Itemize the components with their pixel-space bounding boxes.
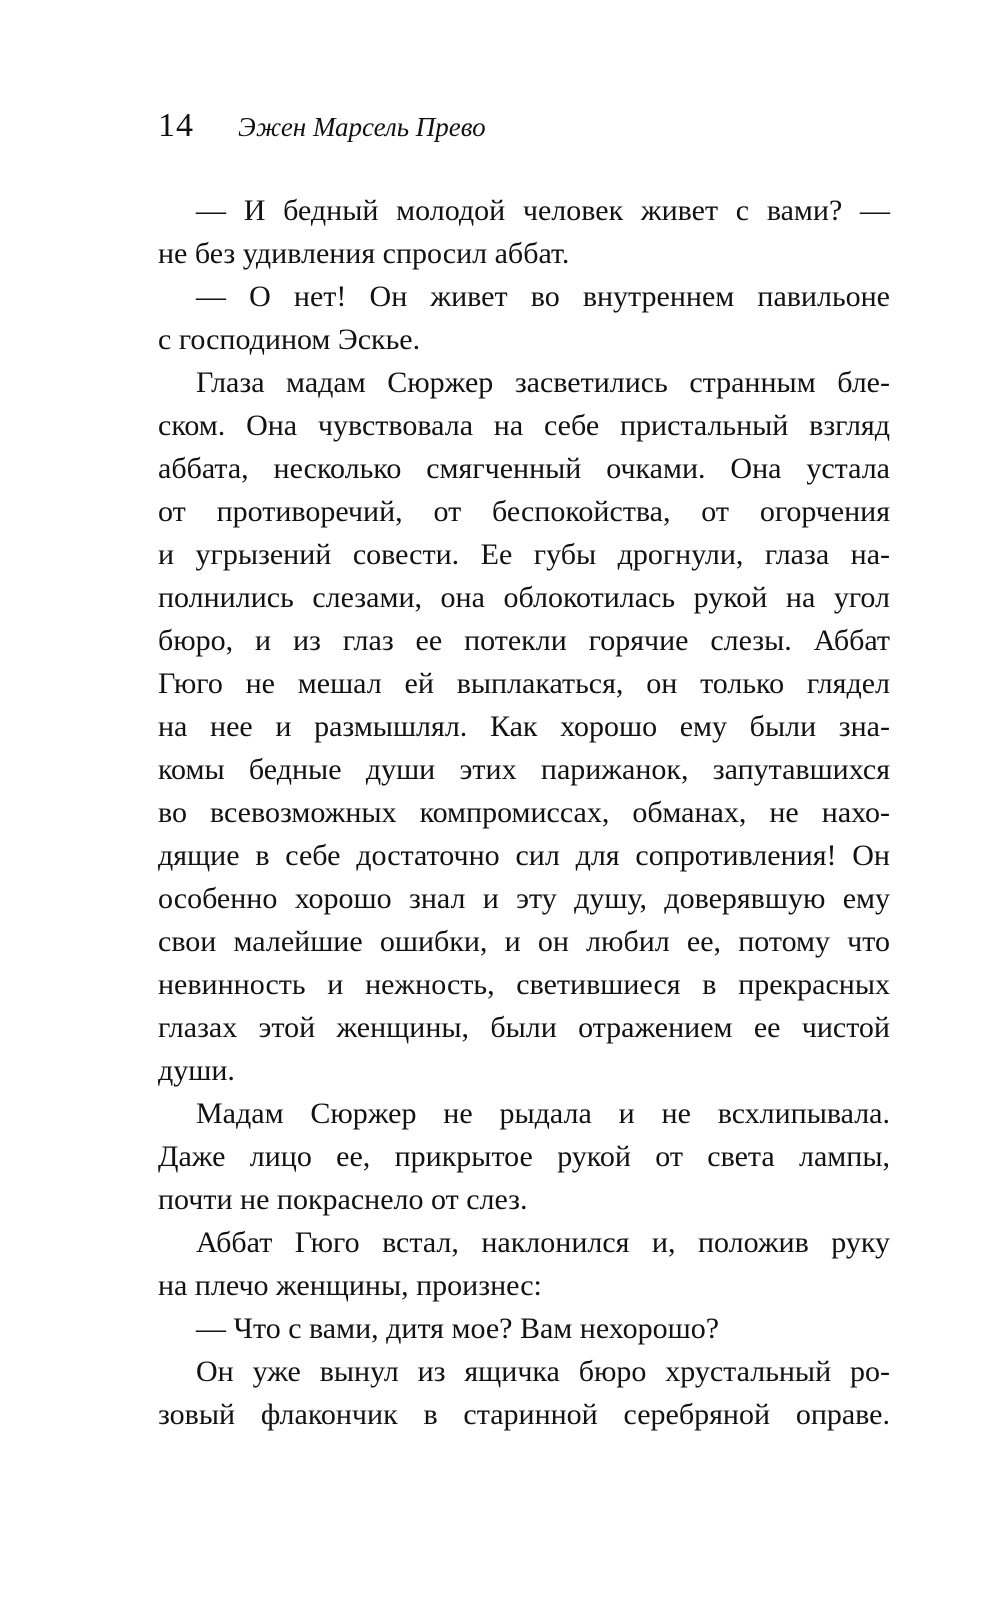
text-line: зовый флакончик в старинной серебряной оправе. bbox=[158, 1398, 890, 1431]
paragraph bbox=[158, 1092, 890, 1221]
text-line: особенно хорошо знал и эту душу, доверявшую ему bbox=[158, 882, 890, 915]
text-line: комы бедные души этих парижанок, запутавшихся bbox=[158, 753, 890, 786]
paragraph bbox=[158, 1221, 890, 1307]
paragraph bbox=[158, 361, 890, 1092]
text-line: и угрызений совести. Ее губы дрогнули, глаза на- bbox=[158, 538, 890, 571]
text-line: с господином Эскье. bbox=[158, 323, 421, 356]
text-line: ском. Она чувствовала на себе пристальный взгляд bbox=[158, 409, 890, 442]
text-line: во всевозможных компромиссах, обманах, не нахо- bbox=[158, 796, 890, 829]
running-title-author: Эжен Марсель Прево bbox=[238, 112, 486, 142]
text-line: Глаза мадам Сюржер засветились странным бле- bbox=[196, 366, 890, 399]
text-line: свои малейшие ошибки, и он любил ее, потому что bbox=[158, 925, 890, 958]
text-line: Гюго не мешал ей выплакаться, он только глядел bbox=[158, 667, 890, 700]
text-line: почти не покраснело от слез. bbox=[158, 1183, 528, 1216]
text-line: аббата, несколько смягченный очками. Она устала bbox=[158, 452, 890, 485]
paragraph bbox=[158, 1350, 890, 1436]
text-line: невинность и нежность, светившиеся в прекрасных bbox=[158, 968, 890, 1001]
text-line: Аббат Гюго встал, наклонился и, положив руку bbox=[196, 1226, 890, 1259]
text-line: на плечо женщины, произнес: bbox=[158, 1269, 542, 1302]
text-line: Мадам Сюржер не рыдала и не всхлипывала. bbox=[196, 1097, 890, 1130]
text-line: Даже лицо ее, прикрытое рукой от света лампы, bbox=[158, 1140, 890, 1173]
page-number: 14 bbox=[158, 107, 194, 144]
paragraph bbox=[158, 275, 890, 361]
text-line: дящие в себе достаточно сил для сопротивления! Он bbox=[158, 839, 890, 872]
text-line: на нее и размышлял. Как хорошо ему были зна- bbox=[158, 710, 890, 743]
text-line: — И бедный молодой человек живет с вами? — bbox=[196, 194, 890, 227]
text-block bbox=[158, 189, 890, 1436]
paragraph bbox=[158, 1307, 890, 1350]
text-line: глазах этой женщины, были отражением ее чистой bbox=[158, 1011, 890, 1044]
text-line: от противоречий, от беспокойства, от огорчения bbox=[158, 495, 890, 528]
page-header bbox=[158, 106, 890, 147]
text-line: не без удивления спросил аббат. bbox=[158, 237, 570, 270]
paragraph bbox=[158, 189, 890, 275]
text-line: — Что с вами, дитя мое? Вам нехорошо? bbox=[196, 1312, 720, 1345]
text-line: Он уже вынул из ящичка бюро хрустальный ро- bbox=[196, 1355, 890, 1388]
text-line: полнились слезами, она облокотилась рукой на угол bbox=[158, 581, 890, 614]
text-line: — О нет! Он живет во внутреннем павильоне bbox=[196, 280, 890, 313]
text-line: души. bbox=[158, 1054, 235, 1087]
text-line: бюро, и из глаз ее потекли горячие слезы. Аббат bbox=[158, 624, 890, 657]
